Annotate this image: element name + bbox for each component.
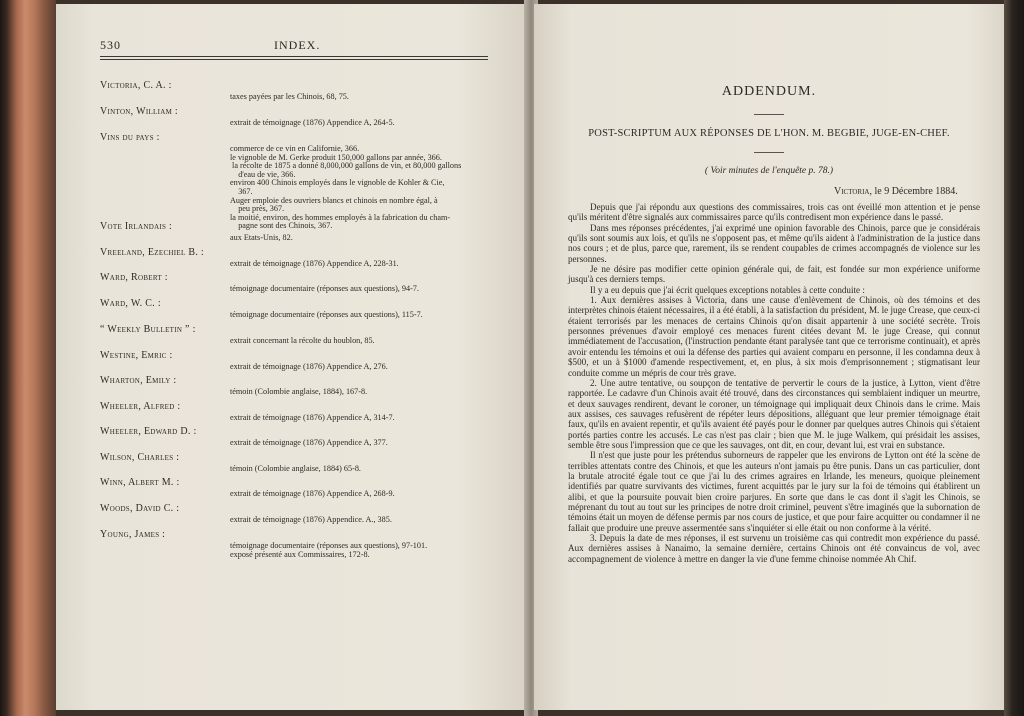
header-rule	[100, 56, 488, 57]
addendum-title: ADDENDUM.	[721, 84, 817, 99]
postscript-heading: POST-SCRIPTUM AUX RÉPONSES DE L'HON. M. BEGBIE, JUGE-EN-CHEF.	[588, 128, 950, 139]
index-entry-name: Winn, Albert M. :	[100, 477, 180, 488]
index-entry-reference: témoignage documentaire (réponses aux questions), 94-7.	[230, 284, 419, 293]
index-entry-reference: témoignage documentaire (réponses aux questions), 97-101.	[230, 541, 428, 550]
title-rule	[754, 114, 784, 115]
index-entry-reference: taxes payées par les Chinois, 68, 75.	[230, 92, 349, 101]
index-entry-reference: d'eau de vie, 366.	[230, 169, 296, 179]
addendum-paragraph: Je ne désire pas modifier cette opinion générale qui, de fait, est fondée sur mon expérience uniforme jusqu'à ces derniers temps.	[568, 264, 980, 285]
index-entry-reference: aux Etats-Unis, 82.	[230, 233, 293, 242]
page-number: 530	[100, 38, 121, 52]
index-entry-reference: témoignage documentaire (réponses aux questions), 115-7.	[230, 310, 423, 319]
index-entry-reference: le vignoble de M. Gerke produit 150,000 gallons par année, 366.	[230, 152, 442, 162]
index-entry-name: Young, James :	[100, 529, 166, 540]
left-page	[56, 4, 528, 710]
addendum-paragraph: Depuis que j'ai répondu aux questions des commissaires, trois cas ont éveillé mon attention et je pense qu'ils méritent d'être signalés aux commissaires parce qu'ils contredisent mon expérience dans le passé.	[568, 202, 980, 223]
heading-rule	[754, 152, 784, 153]
addendum-body	[568, 202, 980, 564]
index-entry-reference: témoin (Colombie anglaise, 1884) 65-8.	[230, 464, 361, 473]
index-entry-name: Wheeler, Edward D. :	[100, 426, 197, 437]
index-entry-reference: extrait concernant la récolte du houblon, 85.	[230, 336, 375, 345]
index-entry-reference: peu près, 367.	[230, 204, 285, 214]
dateline-place: Victoria,	[834, 186, 872, 197]
index-entry-reference: extrait de témoignage (1876) Appendice A, 314-7.	[230, 413, 395, 422]
index-entry-reference: Auger emploie des ouvriers blancs et chinois en nombre égal, à	[230, 195, 438, 205]
right-page	[534, 4, 1004, 710]
addendum-paragraph: 3. Depuis la date de mes réponses, il est survenu un troisième cas qui contredit mon expérience du passé. Aux dernières assises à Nanaimo, la semaine dernière, certains Chinois ont été convaincus de vol, avec accompagnement de violence à mettre en danger la vie d'une femme chinoise nommée Ah Chif.	[568, 533, 980, 564]
index-entry-reference: 367.	[230, 187, 253, 196]
index-entry-reference: commerce de ce vin en Californie, 366.	[230, 144, 360, 153]
index-entry-name: Victoria, C. A. :	[100, 80, 172, 91]
book-cover-edge	[0, 0, 56, 716]
addendum-paragraph: Dans mes réponses précédentes, j'ai exprimé une opinion favorable des Chinois, parce que je considérais qu'ils sont soumis aux lois, et qu'ils ne s'opposent pas, et même qu'ils aident à l'administration de la justice dans nos cours ; et de plus, parce que, rarement, ils se rendent coupables de crimes accompagnés de violence sur les personnes.	[568, 222, 980, 264]
index-entry-reference: extrait de témoignage (1876) Appendice A, 268-9.	[230, 489, 395, 498]
index-entry-reference: exposé présenté aux Commissaires, 172-8.	[230, 549, 370, 559]
addendum-paragraph: Il y a eu depuis que j'ai écrit quelques exceptions notables à cette conduite :	[590, 284, 865, 295]
index-entry-name: Wilson, Charles :	[100, 452, 180, 463]
index-entry-name: Ward, Robert :	[100, 272, 168, 283]
index-entry-reference: environ 400 Chinois employés dans le vignoble de Kohler & Cie,	[230, 178, 445, 188]
index-entry-reference: extrait de témoignage (1876) Appendice A, 377.	[230, 438, 388, 447]
index-entry-name: Westine, Emric :	[100, 350, 173, 361]
index-entry-reference: pagne sont des Chinois, 367.	[230, 221, 333, 231]
index-entry-reference: extrait de témoignage (1876) Appendice A, 228-31.	[230, 259, 399, 268]
index-entry-reference: extrait de témoignage (1876) Appendice. A., 385.	[230, 515, 392, 524]
header-title: INDEX.	[274, 38, 321, 52]
index-entry-name: Vote Irlandais :	[100, 221, 173, 232]
index-entry-reference: la récolte de 1875 a donné 8,000,000 gallons de vin, et 80,000 gallons	[230, 161, 462, 171]
index-entry-reference: extrait de témoignage (1876) Appendice A, 276.	[230, 362, 388, 371]
index-entry-reference: extrait de témoignage (1876) Appendice A, 264-5.	[230, 118, 395, 127]
index-entry-name: Wheeler, Alfred :	[100, 401, 181, 412]
index-entry-reference: témoin (Colombie anglaise, 1884), 167-8.	[230, 387, 368, 396]
addendum-paragraph: 1. Aux dernières assises à Victoria, dans une cause d'enlèvement de Chinois, où des témoins et des interprètes chinois étaient nécessaires, il a été établi, à la satisfaction du président, M. le juge Crease, que ceux-ci étaient terrorisés par les menaces de certains Chinois qu'on disait appartenir à une société secrète. Trois personnes prévenues d'avoir employé ces menaces furent citées devant M. le juge Crease, qui connut immédiatement de l'accusation, (l'instruction pendante étant paralysée tant que ce terrorisme continuait), et après avoir entendu les témoins et oui la défense des parties qui avaient comparu en personne, il les condamna deux à $500, et un à $1000 d'amende respectivement, et, en plus, à six mois d'emprisonnement ; stigmatisant leur conduite comme un mépris de cour très grave.	[568, 295, 980, 378]
index-entry-name: Vreeland, Ezechiel B. :	[100, 247, 204, 258]
index-entry-reference: la moitié, environ, des hommes employés à la fabrication du cham-	[230, 212, 451, 222]
index-entry-name: Ward, W. C. :	[100, 298, 161, 309]
dateline-date: le 9 Décembre 1884.	[871, 186, 958, 197]
reference-note: ( Voir minutes de l'enquête p. 78.)	[704, 166, 834, 176]
index-entry-name: Vins du pays :	[100, 132, 160, 143]
index-entry-name: Woods, David C. :	[100, 503, 180, 514]
book-page-edges	[1004, 0, 1024, 716]
addendum-paragraph: Il n'est que juste pour les prétendus suborneurs de rappeler que les environs de Lytton ont été la scène de terribles attentats contre des Chinois, et que les auteurs n'ont jamais pu être punis. Dans un cas particulier, dont la brutale atrocité égale tout ce que j'ai lu des crimes agraires en Irlande, les meneurs, quoique pleinement identifiés par quatre survivants des victimes, furent acquittés par le jury sur la foi de témoins qui établirent un alibi, et que la poursuite pouvait bien croire parjures. En sorte que dans le cas dont il s'agit les Chinois, se méprenant du tout au tout sur les principes de notre droit criminel, peuvent s'être imaginés que la subornation de témoins était un moyen de défense permis par nos cours de justice, et que pour faire acquitter ou condamner il ne fallait que produire une preuve assermentée sans s'inquiéter si elle était ou non conforme à la vérité.	[568, 450, 980, 533]
dateline	[834, 186, 958, 197]
index-entry-name: Vinton, William :	[100, 106, 178, 117]
addendum-paragraph: 2. Une autre tentative, ou soupçon de tentative de pervertir le cours de la justice, à Lytton, vient d'être rapportée. Le cadavre d'un Chinois avait été trouvé, dans des circonstances qui semblaient indiquer un meurtre, et deux sauvages rendirent, devant le coroner, un témoignage qui impliquait deux Chinois dans le crime. Mais aux assises, ces sauvages refusèrent de répéter leurs dépositions, alléguant que leur premier témoignage était faux, qu'ils en avaient repentir, et qu'ils avaient été payés pour le donner par quelques autres Chinois qui s'étaient portés parties contre les accusés. Le cas n'est pas clair ; bien que M. le juge Walkem, qui présidait les assises, semble être sous l'impression que ce que les sauvages, ont dit, en cour, devant lui, est vrai en substance.	[568, 377, 980, 450]
index-entry-name: “ Weekly Bulletin ” :	[100, 324, 196, 335]
header-rule-double	[100, 59, 488, 60]
index-entry-name: Wharton, Emily :	[100, 375, 177, 386]
